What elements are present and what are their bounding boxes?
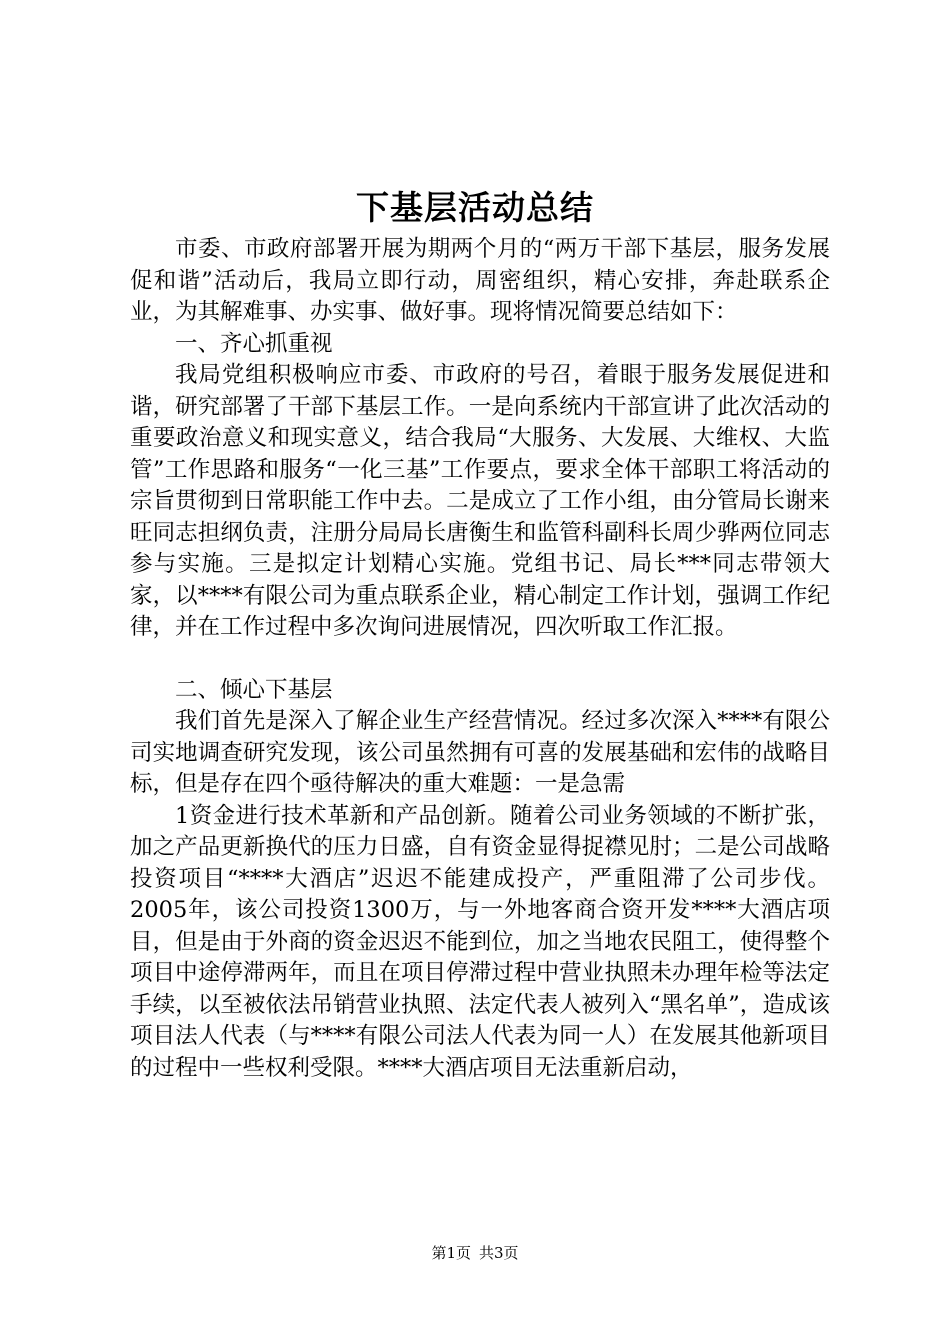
page-footer — [0, 1243, 950, 1263]
document-title: 下基层活动总结 — [356, 188, 594, 227]
page-total: 共3页 — [479, 1244, 519, 1262]
section-1-paragraph: 我局党组积极响应市委、市政府的号召，着眼于服务发展促进和谐，研究部署了干部下基层工作。一是向系统内干部宣讲了此次活动的重要政治意义和现实意义，结合我局“大服务、大发展、大维权、大监管”工作思路和服务“一化三基”工作要点，要求全体干部职工将活动的宗旨贯彻到日常职能工作中去。二是成立了工作小组，由分管局长谢来旺同志担纲负责，注册分局局长唐衡生和监管科副科长周少骅两位同志参与实施。三是拟定计划精心实施。党组书记、局长***同志带领大家，以****有限公司为重点联系企业，精心制定工作计划，强调工作纪律，并在工作过程中多次询问进展情况，四次听取工作汇报。 — [130, 362, 830, 640]
document-body — [130, 234, 830, 1084]
page-number: 第1页 — [431, 1244, 471, 1262]
section-heading-2: 二、倾心下基层 — [175, 676, 333, 703]
section-2-paragraph-2: 1资金进行技术革新和产品创新。随着公司业务领域的不断扩张，加之产品更新换代的压力日盛，自有资金显得捉襟见肘；二是公司战略投资项目“****大酒店”迟迟不能建成投产，严重阻滞了公司步伐。2005年，该公司投资1300万，与一外地客商合资开发****大酒店项目，但是由于外商的资金迟迟不能到位，加之当地农民阻工，使得整个项目中途停滞两年，而且在项目停滞过程中营业执照未办理年检等法定手续，以至被依法吊销营业执照、法定代表人被列入“黑名单”，造成该项目法人代表（与****有限公司法人代表为同一人）在发展其他新项目的过程中一些权利受限。****大酒店项目无法重新启动， — [130, 802, 830, 1081]
intro-paragraph: 市委、市政府部署开展为期两个月的“两万干部下基层，服务发展促和谐”活动后，我局立即行动，周密组织，精心安排，奔赴联系企业，为其解难事、办实事、做好事。现将情况简要总结如下： — [130, 236, 830, 325]
section-heading-1: 一、齐心抓重视 — [175, 330, 333, 357]
section-2-paragraph-1: 我们首先是深入了解企业生产经营情况。经过多次深入****有限公司实地调查研究发现，该公司虽然拥有可喜的发展基础和宏伟的战略目标，但是存在四个亟待解决的重大难题：一是急需 — [130, 708, 830, 797]
